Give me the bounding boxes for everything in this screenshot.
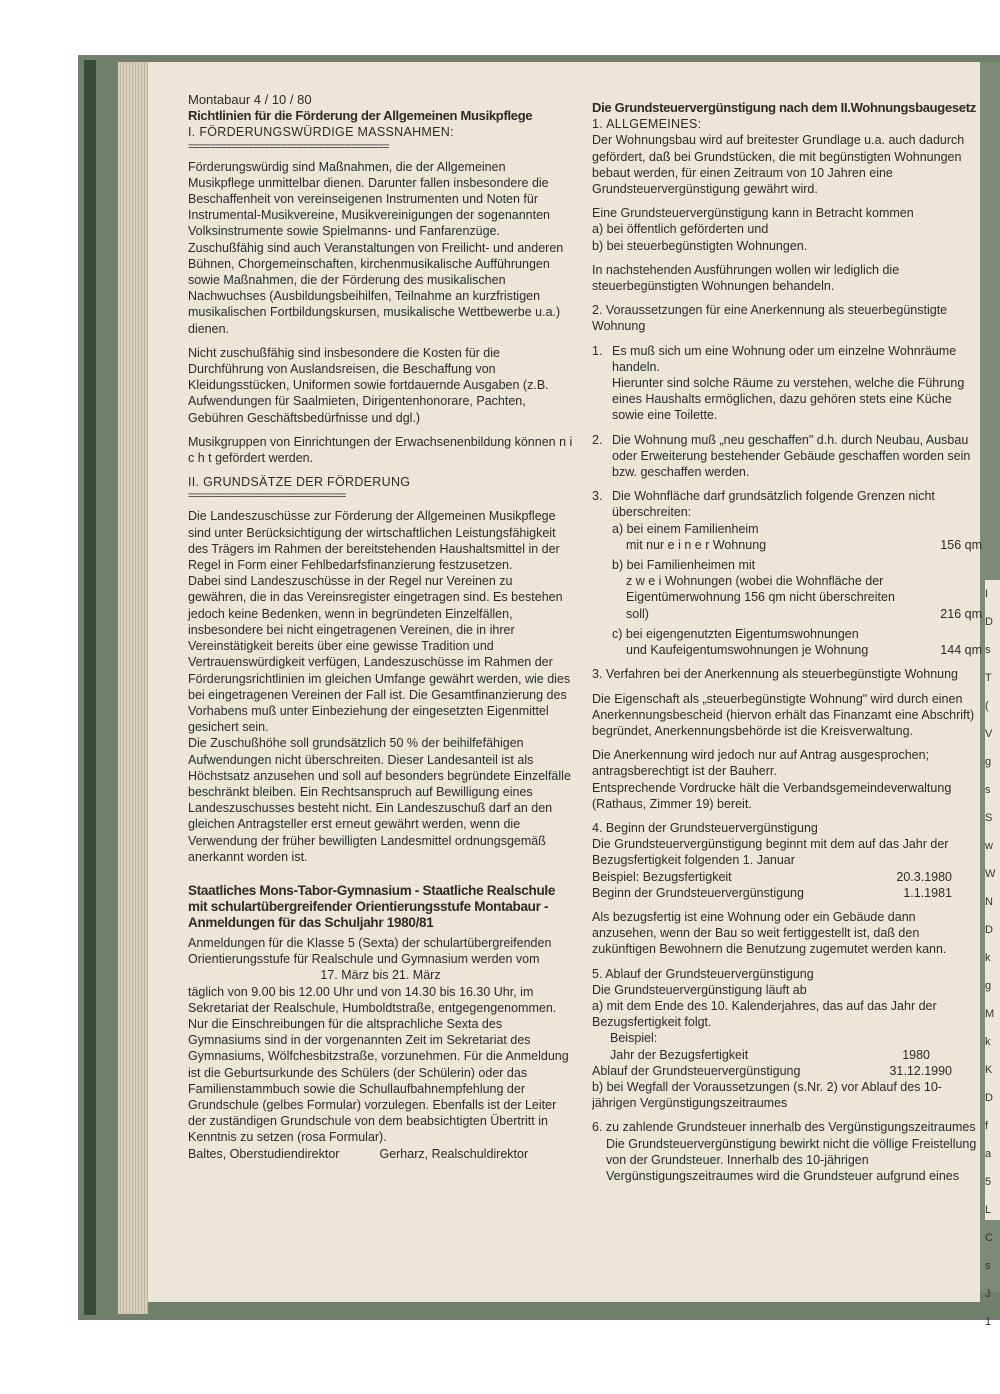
edge-letter: I — [985, 588, 989, 600]
signature-baltes: Baltes, Oberstudiendirektor — [188, 1146, 340, 1161]
edge-letter: 1 — [985, 1316, 992, 1328]
paragraph-landeszuschuesse: Die Landeszuschüsse zur Förderung der Allgemeinen Musikpflege sind unter Berücksichtigung der wirtschaftlichen Leistungsfähigkeit des Trägers im Rahmen der bereitstehenden Haushaltsmittel in der Regel in Form einer Fehlbedarfsfinanzierung festzusetzen. — [188, 509, 560, 573]
edge-letter: D — [985, 1092, 993, 1104]
edge-letter: s — [985, 1260, 991, 1272]
section-2-item-3: 3. Die Wohnfläche darf grundsätzlich folgende Grenzen nicht überschreiten: a) bei einem Familienheim mit nur e i n e r Wohnung 156 qm b) bei Familienheimen mit z w e i Wohnungen (wobei die Wohnfläche der Eigentümerwohnung 156 qm nicht überschreiten soll) 216 qm c) bei eigengenutzten Eigentumswohnungen und Kaufeigentumswohnungen je Wohnung 144 qm — [592, 489, 982, 658]
section-5-example-1: Jahr der Bezugsfertigkeit 1980 — [610, 1047, 930, 1062]
edge-letter: ( — [985, 700, 989, 712]
heading-rule-1: ===================================== — [188, 140, 389, 153]
section-5-heading: 5. Ablauf der Grundsteuervergünstigung — [592, 966, 814, 981]
section-6-paragraph-1: Die Grundsteuervergünstigung bewirkt nicht die völlige Freistellung von der Grundsteuer. Innerhalb des 10-jährigen Vergünstigungszeitraumes wird die Grundsteuer aufgrund eines — [606, 1136, 977, 1183]
paragraph-sekretariat: täglich von 9.00 bis 12.00 Uhr und von 14.30 bis 16.30 Uhr, im Sekretariat der Realschule, Humboldtstraße, entgegengenommen. Nur die Einschreibungen für die altsprachliche Sexta des Gymnasiums sind in der vorgenannten Zeit im Sekretariat des Gymnasiums, Wölfchesbitzstraße, vorzunehmen. Für die Anmeldung ist die Geburtsurkunde des Schülers (der Schülerin) oder das Familienstammbuch sowie die Schullaufbahnempfehlung der Grundschule (gelbes Formular) vorzulegen. Ebenfalls ist der Leiter der zuständigen Grundschule von dem beabsichtigten Übertritt in Kenntnis zu setzen (rosa Formular). — [188, 984, 569, 1145]
edge-letter: k — [985, 952, 991, 964]
section-6-heading: 6. zu zahlende Grundsteuer innerhalb des Vergünstigungszeitraumes — [592, 1120, 976, 1135]
school-notice-title: Staatliches Mons-Tabor-Gymnasium - Staatliche Realschule mit schulartübergreifender Orientierungsstufe Montabaur - Anmeldungen für das Schuljahr 1980/81 — [188, 882, 556, 930]
section-4-heading: 4. Beginn der Grundsteuervergünstigung — [592, 820, 818, 835]
heading-rule-2: ============================= — [188, 490, 346, 503]
limit-c-label: c) bei eigengenutzten Eigentumswohnungen — [612, 626, 859, 641]
limit-a-label: a) bei einem Familienheim — [612, 521, 759, 536]
edge-letter: g — [985, 756, 992, 768]
right-column — [592, 100, 982, 1184]
signatures — [188, 1146, 573, 1162]
paragraph-anmeldungen: Anmeldungen für die Klasse 5 (Sexta) der schulartübergreifenden Orientierungsstufe für Realschule und Gymnasium werden vom — [188, 935, 552, 967]
edge-letter: N — [985, 896, 993, 908]
section-4-example-1: Beispiel: Bezugsfertigkeit 20.3.1980 — [592, 869, 952, 884]
edge-letter: V — [985, 728, 993, 740]
edge-letter: g — [985, 980, 992, 992]
section-heading-1: I. FÖRDERUNGSWÜRDIGE MASSNAHMEN: — [188, 125, 454, 140]
section-1-paragraph-2: Eine Grundsteuervergünstigung kann in Betracht kommen — [592, 206, 914, 221]
signature-gerharz: Gerharz, Realschuldirektor — [379, 1146, 529, 1161]
edge-letter: D — [985, 616, 993, 628]
edge-letter: J — [985, 1288, 991, 1300]
edge-letter: D — [985, 924, 993, 936]
limit-a-row: mit nur e i n e r Wohnung 156 qm — [626, 537, 982, 552]
paragraph-nicht-zuschussfaehig: Nicht zuschußfähig sind insbesondere die Kosten für die Durchführung von Auslandsreisen, die Beschaffung von Kleidungsstücken, Uniformen sowie fortdauernde Ausgaben (z.B. Aufwendungen für Saalmieten, Dirigentenhonorare, Pachten, Gebühren Geschäftsbedürfnisse und dgl.) — [188, 345, 549, 425]
section-4-example-2: Beginn der Grundsteuervergünstigung 1.1.1981 — [592, 885, 952, 900]
limit-b-row: z w e i Wohnungen (wobei die Wohnfläche der Eigentümerwohnung 156 qm nicht überschreiten soll) 216 qm — [626, 574, 982, 621]
limit-a-value: 156 qm — [940, 537, 982, 552]
paragraph-musikgruppen: Musikgruppen von Einrichtungen der Erwachsenenbildung können n i c h t gefördert werden. — [188, 434, 573, 466]
section-2-item-2: 2. Die Wohnung muß „neu geschaffen" d.h. durch Neubau, Ausbau oder Erweiterung bestehender Gebäude geschaffen worden sein bzw. geschaffen werden. — [592, 432, 971, 480]
left-column — [188, 92, 573, 1162]
edge-letter: 5 — [985, 1176, 992, 1188]
edge-letter: s — [985, 784, 991, 796]
section-1-paragraph-3: In nachstehenden Ausführungen wollen wir lediglich die steuerbegünstigten Wohnungen behandeln. — [592, 262, 900, 294]
section-5-item-b: b) bei Wegfall der Voraussetzungen (s.Nr. 2) vor Ablauf des 10-jährigen Vergünstigungszeitraumes — [592, 1079, 942, 1111]
section-1-item-b: b) bei steuerbegünstigten Wohnungen. — [592, 238, 808, 253]
section-4-paragraph-1: Die Grundsteuervergünstigung beginnt mit dem auf das Jahr der Bezugsfertigkeit folgenden 1. Januar — [592, 837, 949, 868]
section-5-item-a: a) mit dem Ende des 10. Kalenderjahres, das auf das Jahr der Bezugsfertigkeit folgt. — [592, 998, 937, 1030]
edge-letter: W — [985, 868, 996, 880]
section-1-heading: 1. ALLGEMEINES: — [592, 117, 702, 132]
edge-letter: K — [985, 1064, 993, 1076]
paragraph-foerderung: Förderungswürdig sind Maßnahmen, die der Allgemeinen Musikpflege unmittelbar dienen. Darunter fallen insbesondere die Beschaffenheit von vereinseigenen Instrumenten und Noten für Instrumental-Musikvereine, Musikvereinigungen der sogenannten Volksinstrumente sowie Spielmanns- und Fanfarenzüge. Zuschußfähig sind auch Veranstaltungen von Freilicht- und anderen Bühnen, Chorgemeinschaften, kirchenmusikalische Aufführungen sowie Maßnahmen, die der Förderung des musikalischen Nachwuchses (Ausbildungsbeihilfen, Teilnahme an kurzfristigen musikalischen Fortbildungskursen, musikalische Wettbewerbe u.a.) dienen. — [188, 159, 564, 336]
limit-c-value: 144 qm — [940, 643, 982, 658]
edge-letter: C — [985, 1232, 993, 1244]
book-spine — [84, 60, 96, 1315]
edge-letter: L — [985, 1204, 992, 1216]
paragraph-zuschusshoehe: Die Zuschußhöhe soll grundsätzlich 50 % der beihilfefähigen Aufwendungen nicht überschreiten. Dieser Landesanteil ist als Höchstsatz anzusehen und soll auf besonders begründete Einzelfälle beschränkt bleiben. Ein Rechtsanspruch auf Bewilligung eines Landeszuschusses besteht nicht. Ein Landeszuschuß darf an den gleichen Antragsteller erst erneut gewährt werden, wenn die Verwendung der früher bewilligten Landesmittel ordnungsgemäß anerkannt worden ist. — [188, 736, 571, 864]
limit-b-value: 216 qm — [940, 606, 982, 621]
section-2-item-1: 1. Es muß sich um eine Wohnung oder um einzelne Wohnräume handeln. Hierunter sind solche Räume zu verstehen, welche die Führung eines Haushalts ermöglichen, dazu gehören stets eine Küche sowie eine Toilette. — [592, 343, 965, 423]
edge-letter: T — [985, 672, 992, 684]
limit-b-label: b) bei Familienheimen mit — [612, 558, 756, 573]
section-4-paragraph-2: Als bezugsfertig ist eine Wohnung oder ein Gebäude dann anzusehen, wenn der Bau so weit fertiggestellt ist, daß den zukünftigen Bewohnern die Benutzung zugemutet werden kann. — [592, 909, 947, 957]
edge-letter: f — [985, 1120, 989, 1132]
edge-letter: k — [985, 1036, 991, 1048]
section-3-heading: 3. Verfahren bei der Anerkennung als steuerbegünstigte Wohnung — [592, 667, 959, 682]
section-5-example-2: Ablauf der Grundsteuervergünstigung 31.12.1990 — [592, 1063, 952, 1078]
section-3-paragraph-2: Die Anerkennung wird jedoch nur auf Antrag ausgesprochen; antragsberechtigt ist der Bauherr. — [592, 748, 930, 779]
page-stack — [118, 62, 148, 1314]
section-1-paragraph-1: Der Wohnungsbau wird auf breitester Grundlage u.a. auch dadurch gefördert, daß bei Grundstücken, die mit begünstigten Wohnungen bebaut werden, für einen Zeitraum von 10 Jahren eine Grundsteuervergünstigung gewährt wird. — [592, 133, 965, 197]
edge-letter: s — [985, 644, 991, 656]
paragraph-vereine: Dabei sind Landeszuschüsse in der Regel nur Vereinen zu gewähren, die in das Vereinsregister eingetragen sind. Es bestehen jedoch keine Bedenken, wenn in begründeten Einzelfällen, insbesondere bei nicht eingetragenen Vereinen, die in ihrer Vereinstätigkeit bereits über eine gewisse Tradition und Vertrauenswürdigkeit verfügen, Landeszuschüsse im Rahmen der Förderungsrichtlinien im gleichen Umfange gewährt werden, wie dies bei eingetragenen Vereinen der Fall ist. Die Gesamtfinanzierung des Vorhabens muß unter Einbeziehung der eingesetzten Eigenmittel gesichert sein. — [188, 574, 571, 735]
edge-letter: w — [985, 840, 993, 852]
adjacent-page-edge — [985, 580, 1000, 1328]
section-5-example-label: Beispiel: — [610, 1031, 658, 1046]
right-article-title: Die Grundsteuervergünstigung nach dem II.Wohnungsbaugesetz — [592, 100, 976, 115]
article-title: Richtlinien für die Förderung der Allgemeinen Musikpflege — [188, 108, 533, 124]
section-3-paragraph-3: Entsprechende Vordrucke hält die Verbandsgemeindeverwaltung (Rathaus, Zimmer 19) bereit. — [592, 780, 952, 811]
edge-letter: M — [985, 1008, 995, 1020]
limit-c-row: und Kaufeigentumswohnungen je Wohnung 144 qm — [626, 643, 982, 658]
section-5-paragraph-1: Die Grundsteuervergünstigung läuft ab — [592, 982, 807, 997]
section-1-item-a: a) bei öffentlich geförderten und — [592, 222, 769, 237]
section-2-heading: 2. Voraussetzungen für eine Anerkennung als steuerbegünstigte Wohnung — [592, 303, 948, 334]
edge-letter: S — [985, 812, 993, 824]
section-heading-2: II. GRUNDSÄTZE DER FÖRDERUNG — [188, 475, 411, 490]
edge-letter: a — [985, 1148, 992, 1160]
registration-dates: 17. März bis 21. März — [320, 968, 441, 983]
page-header: Montabaur 4 / 10 / 80 — [188, 92, 312, 107]
section-3-paragraph-1: Die Eigenschaft als „steuerbegünstigte Wohnung" wird durch einen Anerkennungsbescheid (hiervon erhält das Finanzamt eine Abschrift) begründet, Anerkennungsbehörde ist die Kreisverwaltung. — [592, 691, 975, 738]
